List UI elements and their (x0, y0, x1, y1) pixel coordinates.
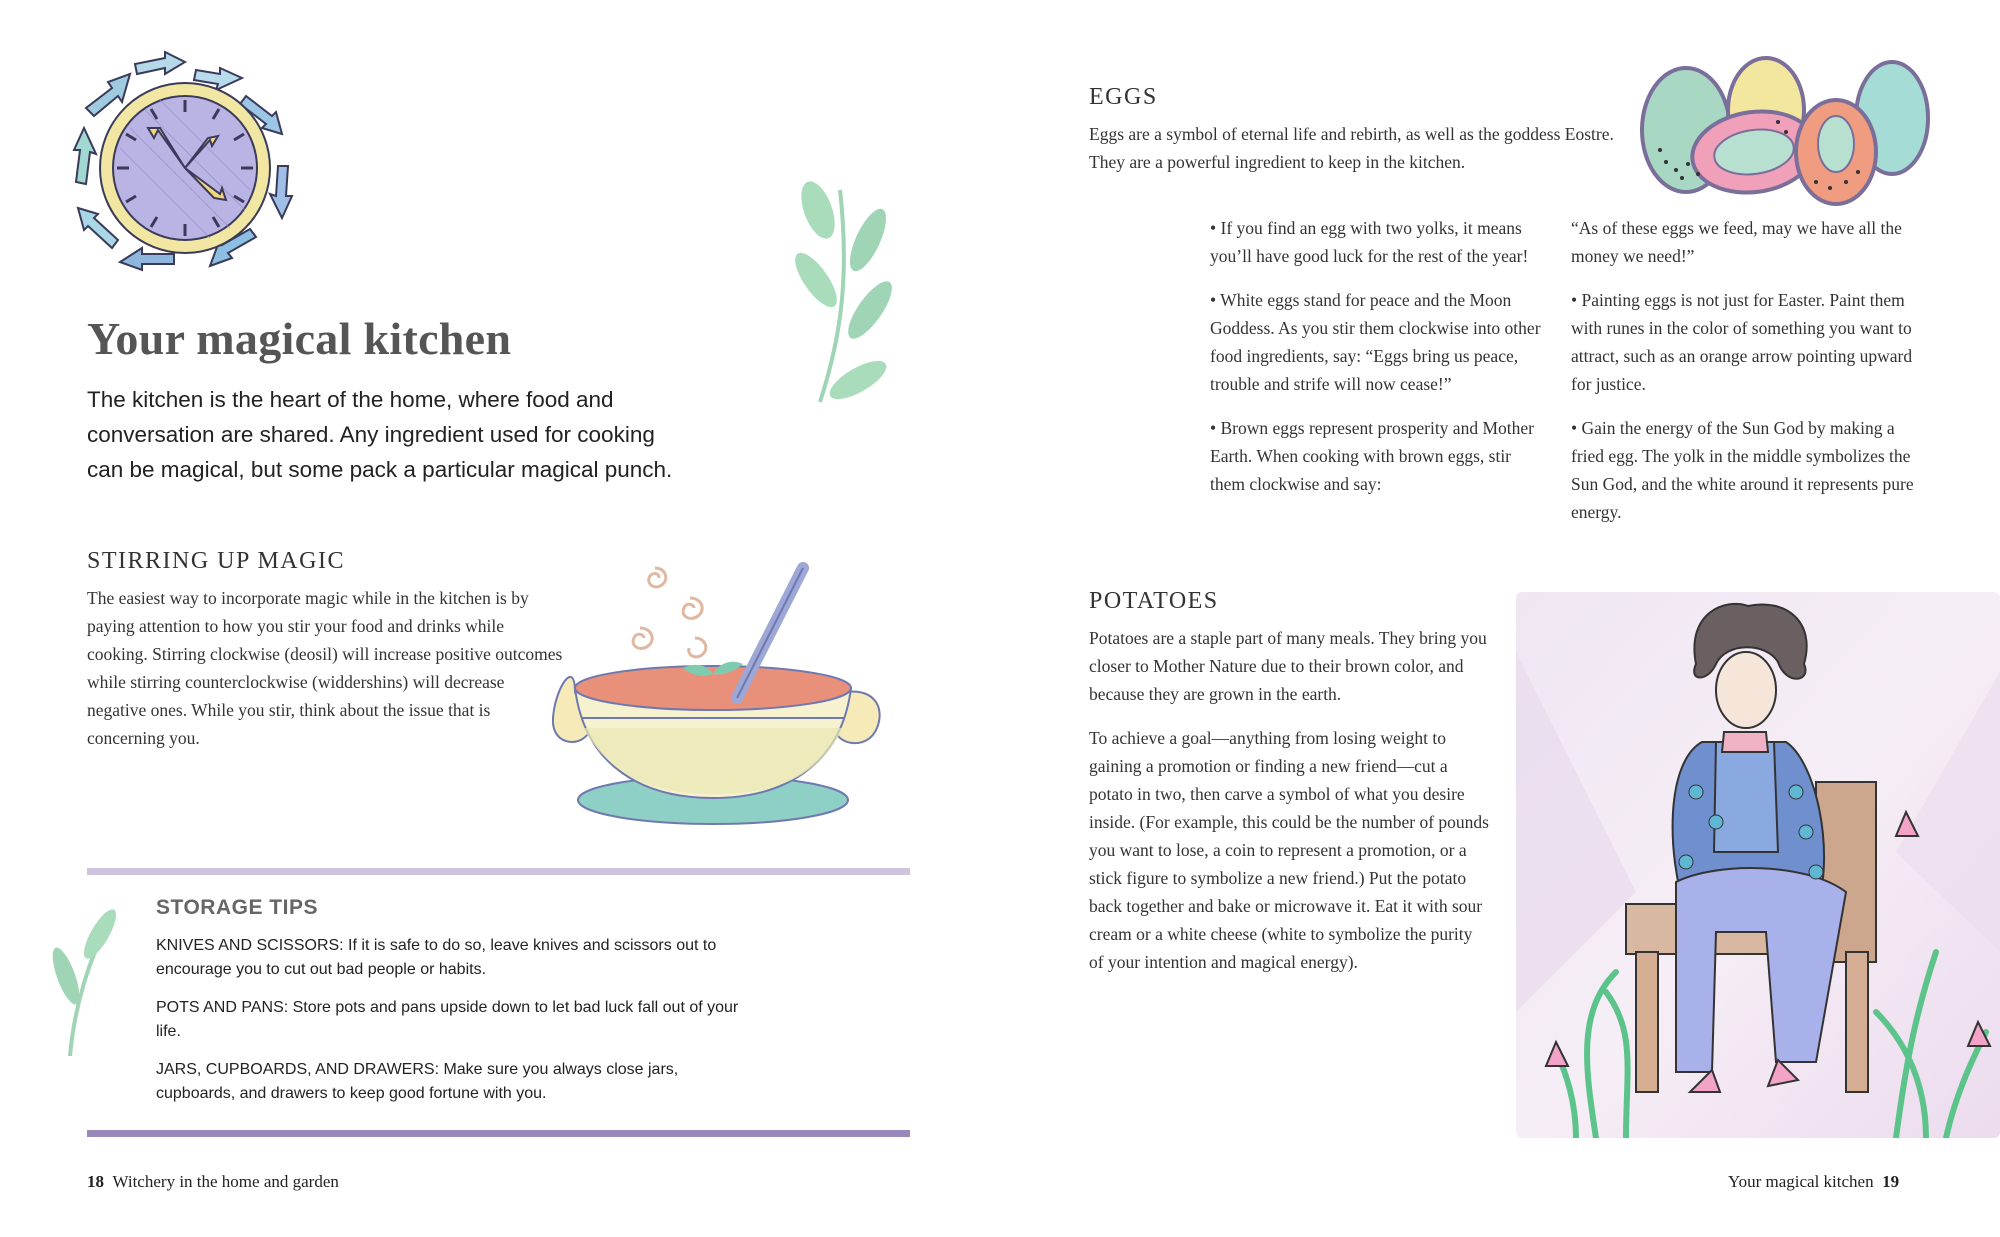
storage-heading: STORAGE TIPS (156, 896, 318, 919)
page-number: 19 (1882, 1172, 1900, 1191)
leaf-sprig-icon (48, 900, 118, 1060)
page-title: Your magical kitchen (87, 313, 512, 364)
potatoes-paragraph: Potatoes are a staple part of many meals. They bring you closer to Mother Nature due to their brown color, and because they are grown in the earth. (1089, 628, 1487, 704)
eggs-bullet: • Gain the energy of the Sun God by making a fried egg. The yolk in the middle symbolizes the Sun God, and the white around it represents pure energy. (1571, 418, 1914, 522)
page-number: 18 (87, 1172, 104, 1191)
eggs-column-1 (1210, 214, 1550, 514)
stirring-text: The easiest way to incorporate magic while in the kitchen is by paying attention to how you stir your food and drinks while cooking. Stirring clockwise (deosil) will increase positive outcomes while stirring counterclockwise (widdershins) will decrease negative ones. While you stir, think about the issue that is concerning you. (87, 588, 563, 748)
storage-tip: JARS, CUPBOARDS, AND DRAWERS: Make sure you always close jars, cupboards, and drawers to keep good fortune with you. (156, 1061, 679, 1102)
eggs-bullet: • Painting eggs is not just for Easter. Paint them with runes in the color of something you want to attract, such as an orange arrow pointing upward for justice. (1571, 290, 1913, 394)
eggs-heading: EGGS (1089, 84, 1158, 110)
intro-paragraph: The kitchen is the heart of the home, where food and conversation are shared. Any ingredient used for cooking can be magical, but some pack a particular magical punch. (87, 387, 673, 482)
eggs-bullet: • Brown eggs represent prosperity and Mother Earth. When cooking with brown eggs, stir them clockwise and say: (1210, 418, 1534, 494)
storage-box-bottom-rule (87, 1130, 910, 1137)
eggs-bullet: • If you find an egg with two yolks, it means you’ll have good luck for the rest of the year! (1210, 218, 1529, 266)
potatoes-text (1089, 624, 1489, 992)
potatoes-paragraph: To achieve a goal—anything from losing weight to gaining a promotion or finding a new friend—cut a potato in two, then carve a symbol of what you desire inside. (For example, this could be the number of pounds you want to lose, a coin to represent a promotion, or a stick figure to symbolize a new friend.) Put the potato back together and bake or microwave it. Eat it with sour cream or a white cheese (white to symbolize the purity of your intention and magical energy). (1089, 728, 1489, 972)
storage-tip: POTS AND PANS: Store pots and pans upside down to let bad luck fall out of your life. (156, 999, 739, 1040)
eggs-bullet: “As of these eggs we feed, may we have all the money we need!” (1571, 218, 1902, 266)
running-title: Witchery in the home and garden (112, 1172, 339, 1191)
storage-box-top-rule (87, 868, 910, 875)
leaf-sprig-icon (790, 170, 900, 410)
storage-tips-list (156, 934, 756, 1120)
eggs-intro: Eggs are a symbol of eternal life and rebirth, as well as the goddess Eostre. They are a powerful ingredient to keep in the kitchen. (1089, 124, 1614, 172)
soup-bowl-icon (545, 548, 885, 828)
clock-icon (60, 48, 310, 288)
running-title: Your magical kitchen (1728, 1172, 1874, 1191)
left-footer (87, 1172, 339, 1192)
eggs-column-2 (1571, 214, 1915, 542)
seated-woman-illustration (1516, 592, 2000, 1138)
eggs-bullet: • White eggs stand for peace and the Moon Goddess. As you stir them clockwise into other food ingredients, say: “Eggs bring us peace, trouble and strife will now cease!” (1210, 290, 1541, 394)
stirring-heading: STIRRING UP MAGIC (87, 548, 345, 574)
right-footer (1728, 1172, 1899, 1192)
painted-eggs-icon (1636, 52, 1936, 212)
storage-tip: KNIVES AND SCISSORS: If it is safe to do so, leave knives and scissors out to encourage you to cut out bad people or habits. (156, 937, 717, 978)
potatoes-heading: POTATOES (1089, 588, 1219, 614)
